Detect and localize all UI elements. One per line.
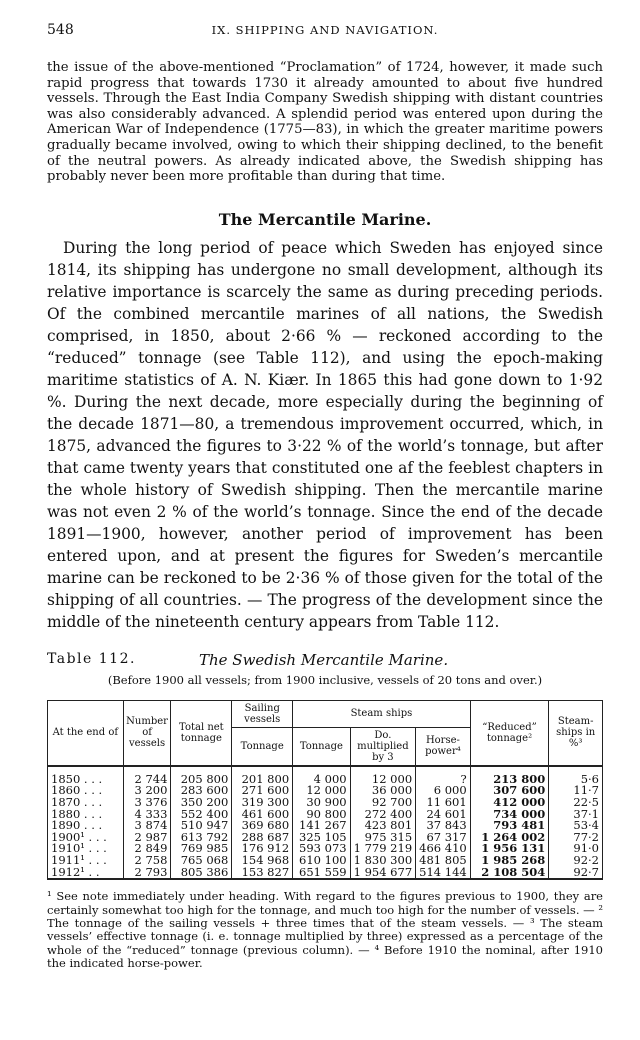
page-number: 548 bbox=[47, 22, 74, 38]
table-label: Table 112. bbox=[47, 650, 136, 667]
col-header-sailing-tonnage: Tonnage bbox=[232, 727, 293, 766]
table-caption bbox=[47, 651, 603, 671]
cell-reduced: 734 000 bbox=[470, 809, 549, 821]
cell-total: 283 600 bbox=[171, 785, 232, 797]
cell-total: 510 947 bbox=[171, 820, 232, 832]
col-header-horsepower: Horse-power⁴ bbox=[416, 727, 471, 766]
col-header-sailing-group: Sailing vessels bbox=[232, 700, 293, 727]
cell-sailing-tonnage: 288 687 bbox=[232, 832, 293, 844]
cell-reduced: 1 985 268 bbox=[470, 855, 549, 867]
cell-horsepower: 481 805 bbox=[416, 855, 471, 867]
cell-number: 2 793 bbox=[123, 867, 171, 880]
cell-number: 2 744 bbox=[123, 774, 171, 786]
footnotes: ¹ See note immediately under heading. With regard to the figures previous to 1900, they are certainly somewhat too high for the tonnage, and much too high for the number of vessels. — ² The tonnage of the sailing vessels + three times that of the steam vessels. — ³ The steam vessels’ effective tonnage (i. e. tonnage multiplied by three) expressed as a percentage of the whole of the “reduced” tonnage (previous column). — ⁴ Before 1910 the nominal, after 1910 the indicated horse-power. bbox=[47, 889, 603, 971]
cell-steam-percent: 92·2 bbox=[549, 855, 603, 867]
cell-year: 1911¹ . . . bbox=[48, 855, 124, 867]
cell-steam-multiplied: 92 700 bbox=[350, 797, 416, 809]
cell-steam-tonnage: 325 105 bbox=[293, 832, 350, 844]
cell-steam-multiplied: 975 315 bbox=[350, 832, 416, 844]
section-title: The Mercantile Marine. bbox=[218, 209, 432, 229]
cell-number: 3 874 bbox=[123, 820, 171, 832]
cell-year: 1880 . . . bbox=[48, 809, 124, 821]
cell-steam-tonnage: 30 900 bbox=[293, 797, 350, 809]
cell-total: 805 386 bbox=[171, 867, 232, 880]
cell-total: 769 985 bbox=[171, 843, 232, 855]
cell-year: 1860 . . . bbox=[48, 785, 124, 797]
cell-total: 613 792 bbox=[171, 832, 232, 844]
cell-year: 1912¹ . . bbox=[48, 867, 124, 880]
cell-steam-percent: 22·5 bbox=[549, 797, 603, 809]
cell-horsepower: 514 144 bbox=[416, 867, 471, 880]
cell-horsepower: 67 317 bbox=[416, 832, 471, 844]
cell-steam-tonnage: 4 000 bbox=[293, 774, 350, 786]
cell-horsepower: 466 410 bbox=[416, 843, 471, 855]
cell-steam-tonnage: 651 559 bbox=[293, 867, 350, 880]
col-header-steam-multiplied: Do. multiplied by 3 bbox=[350, 727, 416, 766]
col-header-steam-group: Steam ships bbox=[293, 700, 471, 727]
cell-steam-multiplied: 36 000 bbox=[350, 785, 416, 797]
cell-number: 2 987 bbox=[123, 832, 171, 844]
cell-reduced: 412 000 bbox=[470, 797, 549, 809]
table-row bbox=[48, 867, 603, 880]
table-title: The Swedish Mercantile Marine. bbox=[199, 650, 449, 669]
cell-year: 1890 . . . bbox=[48, 820, 124, 832]
cell-steam-percent: 53·4 bbox=[549, 820, 603, 832]
cell-total: 350 200 bbox=[171, 797, 232, 809]
cell-reduced: 1 264 002 bbox=[470, 832, 549, 844]
cell-year: 1850 . . . bbox=[48, 774, 124, 786]
cell-year: 1910¹ . . . bbox=[48, 843, 124, 855]
cell-reduced: 307 600 bbox=[470, 785, 549, 797]
main-paragraph: During the long period of peace which Sweden has enjoyed since 1814, its shipping has undergone no small development, although its relative importance is scarcely the same as during preceding periods. Of the combined mercantile marines of all nations, the Swedish comprised, in 1850, about 2·66 % — reckoned according to the “reduced” tonnage (see Table 112), and using the epoch-making maritime statistics of A. N. Kiær. In 1865 this had gone down to 1·92 %. During the next decade, more especially during the beginning of the decade 1871—80, a tremendous improvement occurred, which, in 1875, advanced the figures to 3·22 % of the world’s tonnage, but after that came twenty years that constituted one af the feeblest chapters in the whole history of Swedish shipping. Then the mercantile marine was not even 2 % of the world’s tonnage. Since the end of the decade 1891—1900, however, another period of improvement has been entered upon, and at present the figures for Sweden’s mercantile marine can be reckoned to be 2·36 % of those given for the total of the shipping of all countries. — The progress of the development since the middle of the nineteenth century appears from Table 112. bbox=[47, 238, 603, 631]
table-note: (Before 1900 all vessels; from 1900 inclusive, vessels of 20 tons and over.) bbox=[107, 672, 543, 687]
page bbox=[47, 22, 603, 971]
cell-total: 205 800 bbox=[171, 774, 232, 786]
cell-sailing-tonnage: 201 800 bbox=[232, 774, 293, 786]
cell-steam-multiplied: 272 400 bbox=[350, 809, 416, 821]
cell-total: 552 400 bbox=[171, 809, 232, 821]
col-header-reduced: “Reduced” tonnage² bbox=[470, 700, 549, 766]
cell-steam-percent: 5·6 bbox=[549, 774, 603, 786]
cell-steam-tonnage: 593 073 bbox=[293, 843, 350, 855]
cell-horsepower: ? bbox=[416, 774, 471, 786]
cell-total: 765 068 bbox=[171, 855, 232, 867]
cell-reduced: 793 481 bbox=[470, 820, 549, 832]
cell-sailing-tonnage: 319 300 bbox=[232, 797, 293, 809]
cell-steam-tonnage: 90 800 bbox=[293, 809, 350, 821]
cell-steam-multiplied: 423 801 bbox=[350, 820, 416, 832]
cell-horsepower: 24 601 bbox=[416, 809, 471, 821]
col-header-number: Number of vessels bbox=[123, 700, 171, 766]
cell-steam-percent: 91·0 bbox=[549, 843, 603, 855]
cell-sailing-tonnage: 154 968 bbox=[232, 855, 293, 867]
cell-number: 4 333 bbox=[123, 809, 171, 821]
cell-reduced: 213 800 bbox=[470, 774, 549, 786]
col-header-end-of: At the end of bbox=[48, 700, 124, 766]
cell-number: 3 376 bbox=[123, 797, 171, 809]
cell-number: 2 849 bbox=[123, 843, 171, 855]
cell-steam-multiplied: 1 954 677 bbox=[350, 867, 416, 880]
col-header-total: Total net tonnage bbox=[171, 700, 232, 766]
cell-reduced: 2 108 504 bbox=[470, 867, 549, 880]
cell-steam-tonnage: 141 267 bbox=[293, 820, 350, 832]
cell-horsepower: 6 000 bbox=[416, 785, 471, 797]
col-header-steam-percent: Steam-ships in %³ bbox=[549, 700, 603, 766]
col-header-steam-tonnage: Tonnage bbox=[293, 727, 350, 766]
intro-paragraph: the issue of the above-mentioned “Proclamation” of 1724, however, it made such rapid progress that towards 1730 it already amounted to about five hundred vessels. Through the East India Company Swedish shipping with distant countries was also considerably advanced. A splendid period was entered upon during the American War of Independence (1775—83), in which the greater maritime powers gradually became involved, owing to which their shipping declined, to the benefit of the neutral powers. As already indicated above, the Swedish shipping has probably never been more profitable than during that time. bbox=[47, 60, 603, 185]
cell-steam-percent: 92·7 bbox=[549, 867, 603, 880]
mercantile-marine-table bbox=[47, 700, 603, 880]
cell-steam-percent: 37·1 bbox=[549, 809, 603, 821]
cell-number: 2 758 bbox=[123, 855, 171, 867]
cell-steam-tonnage: 610 100 bbox=[293, 855, 350, 867]
cell-year: 1870 . . . bbox=[48, 797, 124, 809]
cell-year: 1900¹ . . . bbox=[48, 832, 124, 844]
cell-steam-tonnage: 12 000 bbox=[293, 785, 350, 797]
cell-steam-percent: 77·2 bbox=[549, 832, 603, 844]
cell-steam-percent: 11·7 bbox=[549, 785, 603, 797]
cell-reduced: 1 956 131 bbox=[470, 843, 549, 855]
cell-steam-multiplied: 1 830 300 bbox=[350, 855, 416, 867]
cell-sailing-tonnage: 369 680 bbox=[232, 820, 293, 832]
cell-sailing-tonnage: 176 912 bbox=[232, 843, 293, 855]
cell-horsepower: 37 843 bbox=[416, 820, 471, 832]
cell-sailing-tonnage: 153 827 bbox=[232, 867, 293, 880]
cell-sailing-tonnage: 461 600 bbox=[232, 809, 293, 821]
cell-horsepower: 11 601 bbox=[416, 797, 471, 809]
cell-number: 3 200 bbox=[123, 785, 171, 797]
running-title: IX. SHIPPING AND NAVIGATION. bbox=[211, 23, 439, 37]
page-header bbox=[47, 22, 603, 46]
cell-sailing-tonnage: 271 600 bbox=[232, 785, 293, 797]
cell-steam-multiplied: 12 000 bbox=[350, 774, 416, 786]
cell-steam-multiplied: 1 779 219 bbox=[350, 843, 416, 855]
